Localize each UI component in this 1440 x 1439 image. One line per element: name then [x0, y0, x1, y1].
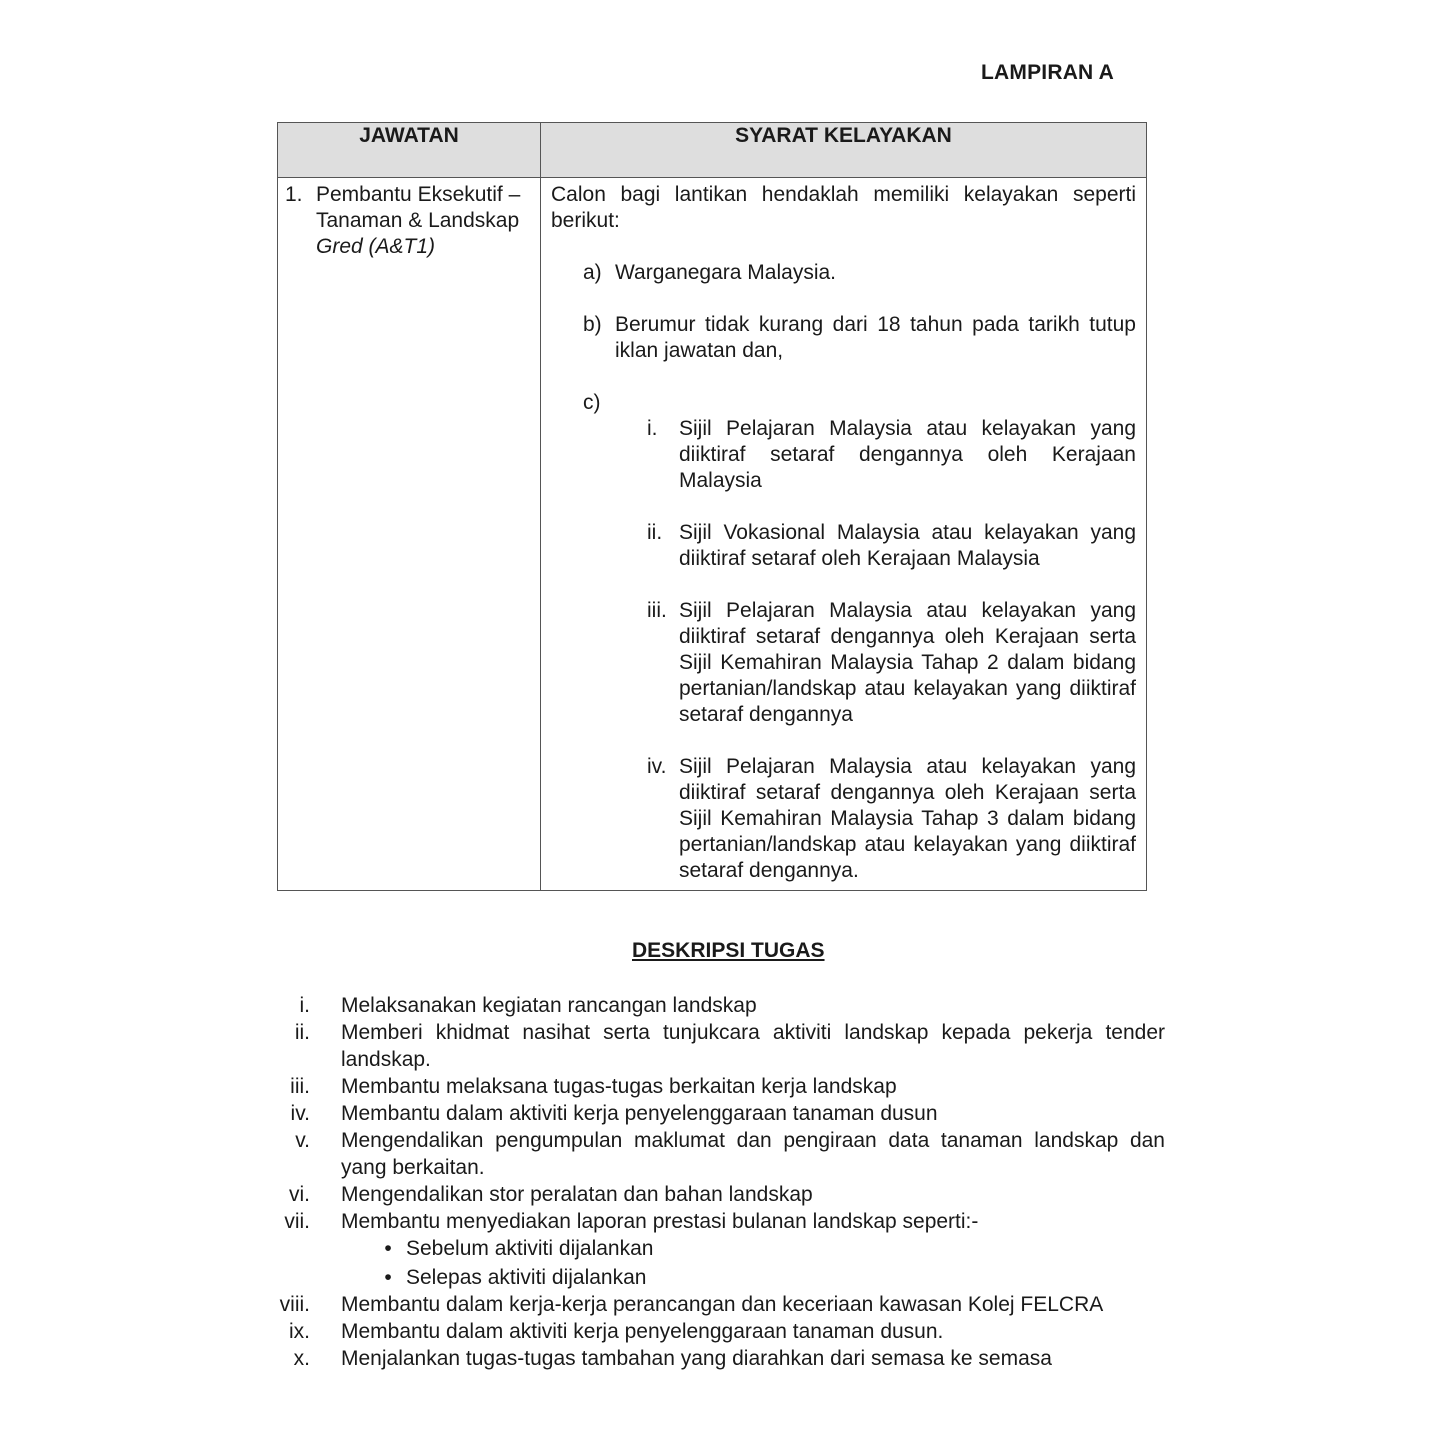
syarat-item-c: c) [583, 391, 601, 414]
duty-item: iii. Membantu melaksana tugas-tugas berkaitan kerja landskap [290, 1075, 897, 1098]
syarat-item-a: a) Warganegara Malaysia. [583, 261, 836, 284]
syarat-cell [541, 178, 1147, 891]
bullet-icon: • [384, 1266, 392, 1289]
header-syarat: SYARAT KELAYAKAN [541, 123, 1147, 178]
duty-item: x. Menjalankan tugas-tugas tambahan yang diarahkan dari semasa ke semasa [293, 1347, 1052, 1370]
syarat-subitem-ii: ii. Sijil Vokasional Malaysia atau kelayakan yang diiktiraf setaraf oleh Kerajaan Malaysia [647, 521, 1136, 570]
duty-item: ix. Membantu dalam aktiviti kerja penyelenggaraan tanaman dusun. [289, 1320, 944, 1343]
header-jawatan: JAWATAN [278, 123, 541, 178]
duty-list [270, 992, 1165, 1372]
jawatan-line1: Pembantu Eksekutif – [316, 183, 521, 206]
duty-item: viii. Membantu dalam kerja-kerja perancangan dan keceriaan kawasan Kolej FELCRA [279, 1293, 1104, 1316]
syarat-item-b: b) Berumur tidak kurang dari 18 tahun pada tarikh tutup iklan jawatan dan, [583, 313, 1136, 362]
duty-item: vii. Membantu menyediakan laporan prestasi bulanan landskap seperti:- [284, 1210, 979, 1233]
syarat-subitem-i: i. Sijil Pelajaran Malaysia atau kelayakan yang diiktiraf setaraf dengannya oleh Kerajaan Malaysia [647, 417, 1136, 492]
bullet-item: • Sebelum aktiviti dijalankan [370, 1235, 1165, 1262]
duty-item: i. Melaksanakan kegiatan rancangan landskap [299, 994, 757, 1017]
bullet-icon: • [384, 1237, 392, 1260]
deskripsi-title: DESKRIPSI TUGAS [632, 939, 825, 962]
duty-item: iv. Membantu dalam aktiviti kerja penyelenggaraan tanaman dusun [290, 1102, 938, 1125]
bullet-item: • Selepas aktiviti dijalankan [370, 1264, 1165, 1291]
duty-item: v. Mengendalikan pengumpulan maklumat dan pengiraan data tanaman landskap dan yang berkaitan. [295, 1129, 1165, 1179]
syarat-intro: Calon bagi lantikan hendaklah memiliki kelayakan seperti berikut: [551, 183, 1136, 232]
jawatan-line2: Tanaman & Landskap [316, 209, 520, 232]
syarat-subitem-iii: iii. Sijil Pelajaran Malaysia atau kelayakan yang diiktiraf setaraf dengannya oleh Kerajaan serta Sijil Kemahiran Malaysia Tahap 2 dalam bidang pertanian/landskap atau kelayakan yang diiktiraf setaraf dengannya [647, 599, 1136, 726]
jawatan-number: 1. [285, 183, 303, 206]
duty-item: vi. Mengendalikan stor peralatan dan bahan landskap [289, 1183, 813, 1206]
syarat-subitem-iv: iv. Sijil Pelajaran Malaysia atau kelayakan yang diiktiraf setaraf dengannya oleh Kerajaan serta Sijil Kemahiran Malaysia Tahap 3 dalam bidang pertanian/landskap atau kelayakan yang diiktiraf setaraf dengannya. [647, 755, 1136, 882]
qualification-table [277, 122, 1147, 891]
jawatan-cell [278, 178, 541, 891]
annex-label: LAMPIRAN A [981, 61, 1115, 84]
jawatan-grade: Gred (A&T1) [316, 235, 436, 258]
duty-item: ii. Memberi khidmat nasihat serta tunjukcara aktiviti landskap kepada pekerja tender landskap. [294, 1021, 1165, 1071]
